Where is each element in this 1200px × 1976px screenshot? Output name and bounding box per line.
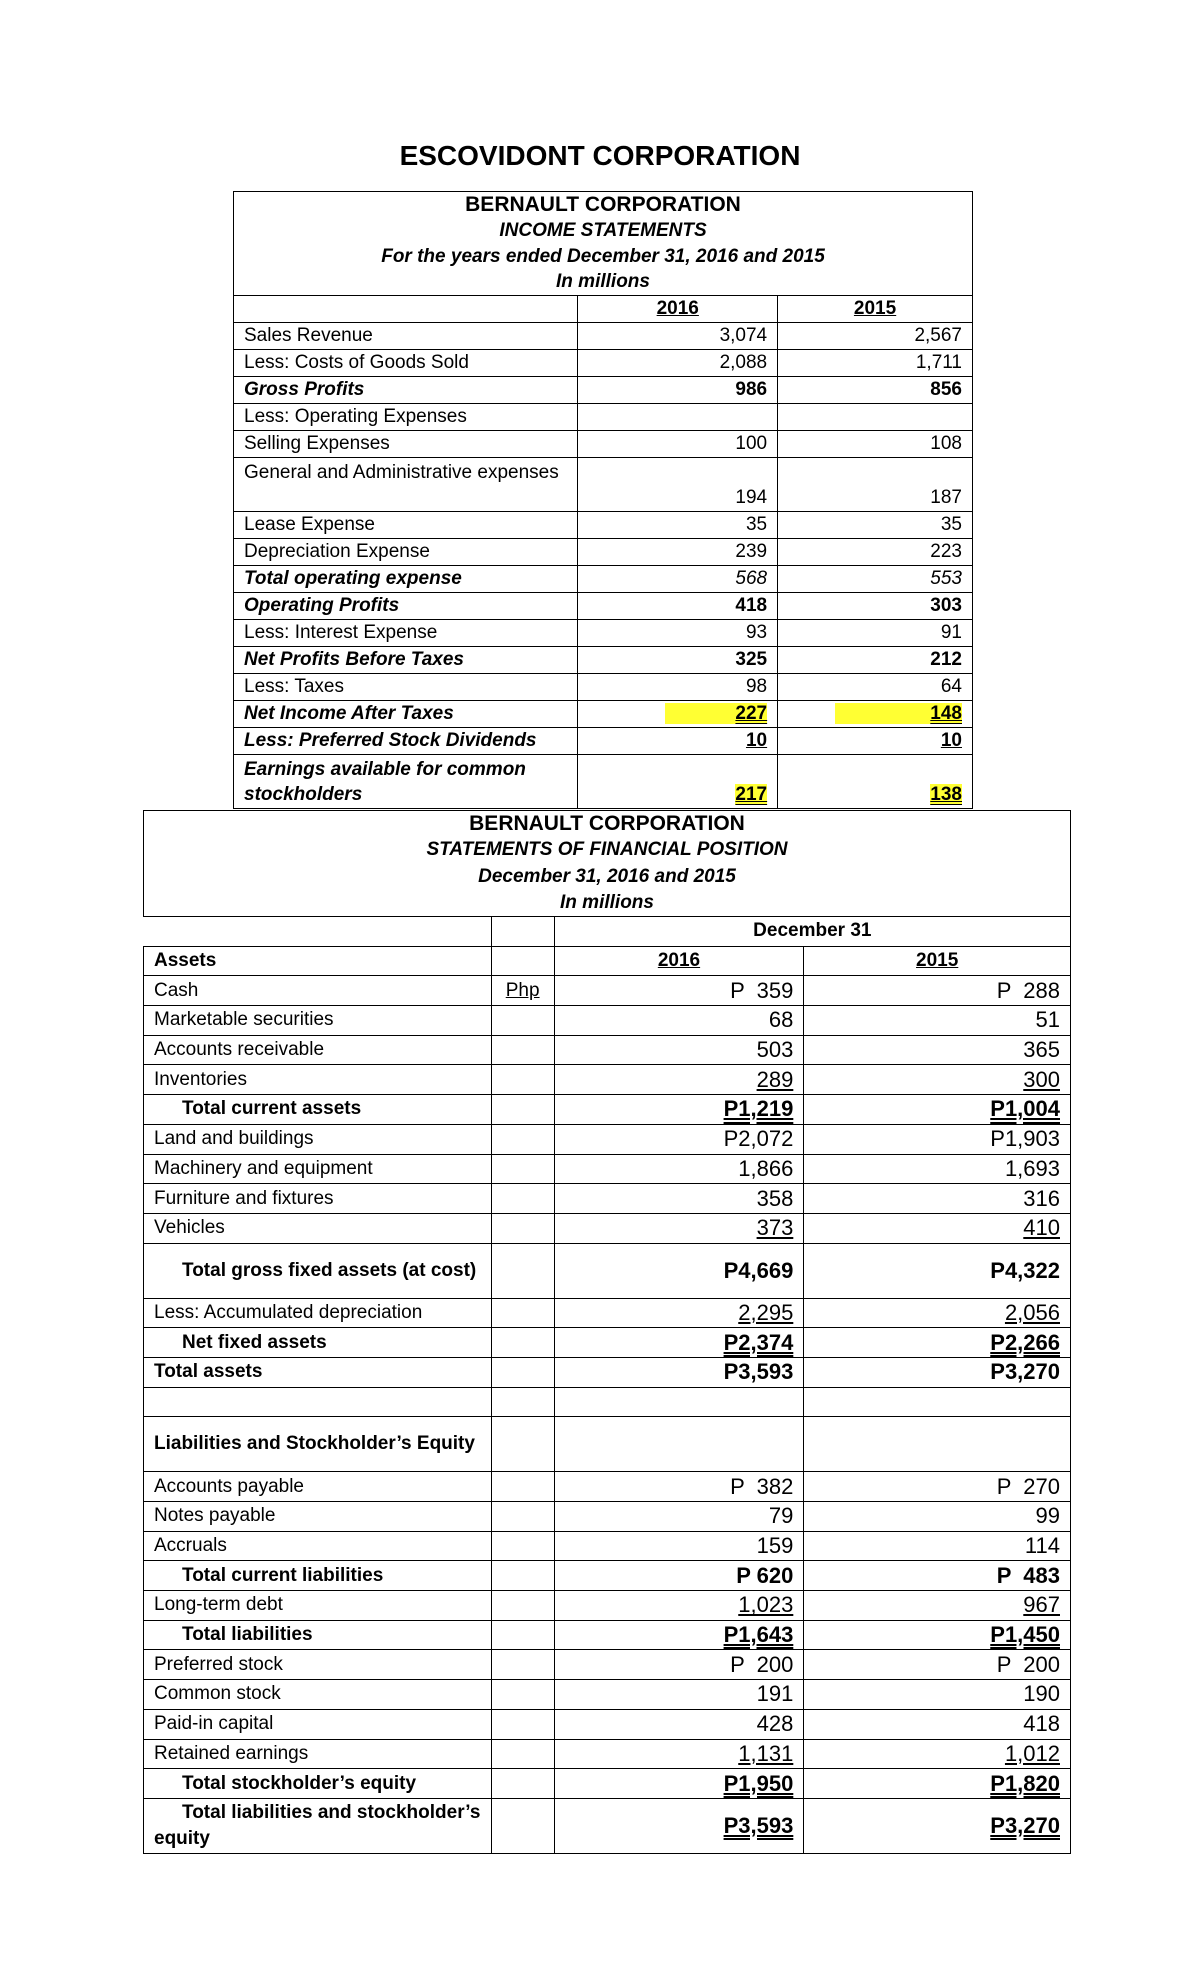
table-row <box>234 755 973 809</box>
value-2016: 3,074 <box>578 323 778 350</box>
row-label <box>144 1243 492 1298</box>
value-2015: 2,567 <box>778 323 973 350</box>
value-2015: 91 <box>778 620 973 647</box>
table-row <box>144 1561 1071 1591</box>
value-2015: P3,270 <box>804 1357 1071 1387</box>
value-2016 <box>554 1298 804 1328</box>
row-label: Less: Operating Expenses <box>234 404 578 431</box>
value-2016: 986 <box>578 377 778 404</box>
value-2015 <box>778 755 973 809</box>
row-label: Land and buildings <box>144 1124 492 1154</box>
value-2015: P 288 <box>804 976 1071 1006</box>
value-2015 <box>804 1739 1071 1769</box>
table-row <box>144 1472 1071 1502</box>
row-label: Total current assets <box>144 1095 492 1125</box>
value-2016: 325 <box>578 647 778 674</box>
row-label: Less: Accumulated depreciation <box>144 1298 492 1328</box>
table-row <box>234 620 973 647</box>
table-row <box>234 323 973 350</box>
value-2016 <box>554 1591 804 1621</box>
value-2016: 93 <box>578 620 778 647</box>
value-2015: 10 <box>778 728 973 755</box>
value-2016 <box>578 701 778 728</box>
spacer-cell <box>491 1387 554 1417</box>
table-row <box>144 1709 1071 1739</box>
balance-period: December 31, 2016 and 2015 <box>144 864 1071 891</box>
income-company-name: BERNAULT CORPORATION <box>234 192 973 218</box>
row-label: Common stock <box>144 1680 492 1710</box>
row-label: Operating Profits <box>234 593 578 620</box>
table-row <box>144 1184 1071 1214</box>
row-label: Preferred stock <box>144 1650 492 1680</box>
table-row <box>144 1739 1071 1769</box>
value-2016: 35 <box>578 512 778 539</box>
value-2015: P 270 <box>804 1472 1071 1502</box>
row-label: Notes payable <box>144 1502 492 1532</box>
row-label: Accounts payable <box>144 1472 492 1502</box>
value-2015: P4,322 <box>804 1243 1071 1298</box>
table-row <box>144 1531 1071 1561</box>
table-row <box>234 566 973 593</box>
balance-sheet-table <box>143 810 1071 1854</box>
underlined-value: 1,012 <box>1004 1740 1060 1766</box>
value-2016: 418 <box>578 593 778 620</box>
underlined-value: 967 <box>1023 1592 1060 1618</box>
value-2015 <box>804 1769 1071 1799</box>
balance-units: In millions <box>144 890 1071 917</box>
value-2015: P 483 <box>804 1561 1071 1591</box>
highlighted-value: 148 <box>835 703 962 724</box>
value-2016 <box>554 1798 804 1853</box>
currency-blank <box>491 1154 554 1184</box>
table-row <box>144 1298 1071 1328</box>
table-row <box>234 647 973 674</box>
currency-blank <box>491 1243 554 1298</box>
blank-cell <box>554 1417 804 1472</box>
currency-blank <box>491 1417 554 1472</box>
row-label: Accruals <box>144 1531 492 1561</box>
underlined-value: P3,593 <box>723 1812 794 1838</box>
spacer-cell <box>144 1387 492 1417</box>
value-2015: 114 <box>804 1531 1071 1561</box>
underlined-value: P1,950 <box>723 1770 794 1796</box>
underlined-value: 1,131 <box>738 1740 794 1766</box>
balance-header-blank <box>144 917 492 947</box>
row-label-text: Total liabilities and stockholder’s equity <box>154 1801 481 1849</box>
value-2015 <box>804 1298 1071 1328</box>
table-row <box>234 512 973 539</box>
row-label: Less: Preferred Stock Dividends <box>234 728 578 755</box>
row-label: Depreciation Expense <box>234 539 578 566</box>
row-label: Net fixed assets <box>144 1328 492 1358</box>
currency-blank <box>491 1184 554 1214</box>
value-2015 <box>804 1591 1071 1621</box>
income-units: In millions <box>234 270 973 296</box>
table-row <box>144 976 1071 1006</box>
document-title: ESCOVIDONT CORPORATION <box>399 140 801 171</box>
value-2016: 68 <box>554 1006 804 1036</box>
underlined-value: 2,056 <box>1004 1299 1060 1325</box>
value-2015: 365 <box>804 1035 1071 1065</box>
value-2016: 10 <box>578 728 778 755</box>
underlined-value: 410 <box>1023 1215 1060 1241</box>
currency-blank <box>491 1472 554 1502</box>
value-2015: 212 <box>778 647 973 674</box>
value-2015 <box>778 701 973 728</box>
row-label: Less: Interest Expense <box>234 620 578 647</box>
table-row <box>144 1213 1071 1243</box>
balance-statement-title: STATEMENTS OF FINANCIAL POSITION <box>144 837 1071 864</box>
income-period: For the years ended December 31, 2016 and 2015 <box>234 244 973 270</box>
value-2016 <box>554 1620 804 1650</box>
currency-label: Php <box>491 976 554 1006</box>
underlined-value: P1,643 <box>723 1622 794 1648</box>
assets-heading: Assets <box>144 946 492 976</box>
value-2016: P 359 <box>554 976 804 1006</box>
currency-blank <box>491 946 554 976</box>
row-label: Paid-in capital <box>144 1709 492 1739</box>
table-row <box>144 1650 1071 1680</box>
balance-header-blank <box>491 917 554 947</box>
value-2015: 1,711 <box>778 350 973 377</box>
currency-blank <box>491 1561 554 1591</box>
table-row <box>234 377 973 404</box>
value-2015: 223 <box>778 539 973 566</box>
row-label: Machinery and equipment <box>144 1154 492 1184</box>
currency-blank <box>491 1591 554 1621</box>
currency-blank <box>491 1035 554 1065</box>
currency-blank <box>491 1650 554 1680</box>
currency-blank <box>491 1739 554 1769</box>
row-label: Total current liabilities <box>144 1561 492 1591</box>
table-row <box>144 1124 1071 1154</box>
value-2016: P 620 <box>554 1561 804 1591</box>
row-label: Long-term debt <box>144 1591 492 1621</box>
value-2016: P4,669 <box>554 1243 804 1298</box>
row-label: Vehicles <box>144 1213 492 1243</box>
value-2016: 503 <box>554 1035 804 1065</box>
row-label: Marketable securities <box>144 1006 492 1036</box>
row-label: Retained earnings <box>144 1739 492 1769</box>
value-2015: 418 <box>804 1709 1071 1739</box>
table-row <box>144 1798 1071 1853</box>
table-row <box>144 1620 1071 1650</box>
currency-blank <box>491 1709 554 1739</box>
currency-blank <box>491 1798 554 1853</box>
table-row <box>144 1095 1071 1125</box>
row-label: Cash <box>144 976 492 1006</box>
spacer-row <box>144 1387 1071 1417</box>
table-row <box>234 728 973 755</box>
highlighted-value: 227 <box>665 703 767 724</box>
value-2015 <box>778 404 973 431</box>
underlined-value: 1,023 <box>738 1592 794 1618</box>
underlined-value: P2,374 <box>723 1329 794 1355</box>
value-2016: 2,088 <box>578 350 778 377</box>
currency-blank <box>491 1502 554 1532</box>
table-row <box>144 1065 1071 1095</box>
currency-blank <box>491 1680 554 1710</box>
table-row <box>144 1006 1071 1036</box>
currency-blank <box>491 1531 554 1561</box>
underlined-value: 2,295 <box>738 1299 794 1325</box>
currency-blank <box>491 1065 554 1095</box>
table-row <box>144 1680 1071 1710</box>
highlighted-value: 138 <box>930 784 962 805</box>
currency-blank <box>491 1769 554 1799</box>
currency-blank <box>491 1357 554 1387</box>
value-2016: 194 <box>578 458 778 512</box>
value-2016: 191 <box>554 1680 804 1710</box>
currency-blank <box>491 1298 554 1328</box>
value-2015 <box>804 1620 1071 1650</box>
value-2016: P2,072 <box>554 1124 804 1154</box>
value-2015 <box>804 1095 1071 1125</box>
value-2015: 108 <box>778 431 973 458</box>
value-2016 <box>578 404 778 431</box>
balance-col-2015: 2015 <box>804 946 1071 976</box>
value-2015: 99 <box>804 1502 1071 1532</box>
row-label: Sales Revenue <box>234 323 578 350</box>
row-label: Total operating expense <box>234 566 578 593</box>
value-2016 <box>554 1769 804 1799</box>
balance-company-name: BERNAULT CORPORATION <box>144 811 1071 838</box>
balance-col-group: December 31 <box>554 917 1070 947</box>
row-label: Gross Profits <box>234 377 578 404</box>
row-label: Inventories <box>144 1065 492 1095</box>
value-2016 <box>554 1065 804 1095</box>
value-2015 <box>804 1065 1071 1095</box>
value-2016: 358 <box>554 1184 804 1214</box>
spacer-cell <box>554 1387 804 1417</box>
value-2016 <box>554 1328 804 1358</box>
table-row <box>234 350 973 377</box>
underlined-value: 289 <box>756 1066 794 1092</box>
row-label: Lease Expense <box>234 512 578 539</box>
row-label: Net Profits Before Taxes <box>234 647 578 674</box>
underlined-value: 300 <box>1023 1066 1060 1092</box>
value-2015 <box>804 1798 1071 1853</box>
row-label: Earnings available for common stockholders <box>234 755 578 809</box>
balance-col-2016: 2016 <box>554 946 804 976</box>
underlined-value: P1,450 <box>990 1622 1060 1648</box>
value-2016: P3,593 <box>554 1357 804 1387</box>
value-2015: 303 <box>778 593 973 620</box>
value-2015: P1,903 <box>804 1124 1071 1154</box>
currency-blank <box>491 1006 554 1036</box>
currency-blank <box>491 1328 554 1358</box>
value-2015: 51 <box>804 1006 1071 1036</box>
currency-blank <box>491 1213 554 1243</box>
table-row <box>144 1769 1071 1799</box>
table-row <box>144 1502 1071 1532</box>
highlighted-value: 217 <box>735 784 768 805</box>
row-label: Furniture and fixtures <box>144 1184 492 1214</box>
row-label: Total stockholder’s equity <box>144 1769 492 1799</box>
value-2016: 239 <box>578 539 778 566</box>
table-row <box>144 1417 1071 1472</box>
table-row <box>144 1035 1071 1065</box>
value-2015: 553 <box>778 566 973 593</box>
row-label: General and Administrative expenses <box>234 458 578 512</box>
table-row <box>144 1328 1071 1358</box>
row-label: Selling Expenses <box>234 431 578 458</box>
table-row <box>234 539 973 566</box>
row-label: Less: Costs of Goods Sold <box>234 350 578 377</box>
value-2015: 190 <box>804 1680 1071 1710</box>
underlined-value: P1,219 <box>723 1096 794 1122</box>
value-2015: 64 <box>778 674 973 701</box>
row-label <box>144 1798 492 1853</box>
value-2015: 856 <box>778 377 973 404</box>
value-2015: 316 <box>804 1184 1071 1214</box>
underlined-value: P3,270 <box>990 1812 1060 1838</box>
row-label: Total assets <box>144 1357 492 1387</box>
underlined-value: P1,820 <box>990 1770 1060 1796</box>
currency-blank <box>491 1095 554 1125</box>
value-2015: 187 <box>778 458 973 512</box>
value-2016 <box>554 1095 804 1125</box>
value-2016: 428 <box>554 1709 804 1739</box>
income-statement-title: INCOME STATEMENTS <box>234 218 973 244</box>
table-row <box>234 593 973 620</box>
value-2016: P 382 <box>554 1472 804 1502</box>
underlined-value: 373 <box>756 1215 794 1241</box>
value-2015: 35 <box>778 512 973 539</box>
value-2016: 100 <box>578 431 778 458</box>
value-2016 <box>554 1739 804 1769</box>
table-row <box>234 674 973 701</box>
value-2015: 1,693 <box>804 1154 1071 1184</box>
table-row <box>234 701 973 728</box>
income-statement-table <box>233 191 973 809</box>
row-label-text: Total gross fixed assets (at cost) <box>182 1259 477 1281</box>
underlined-value: P2,266 <box>990 1329 1060 1355</box>
row-label: Accounts receivable <box>144 1035 492 1065</box>
value-2016 <box>578 755 778 809</box>
liabilities-heading: Liabilities and Stockholder’s Equity <box>144 1417 492 1472</box>
currency-blank <box>491 1620 554 1650</box>
table-row <box>234 431 973 458</box>
income-col-2016: 2016 <box>578 296 778 323</box>
value-2015 <box>804 1328 1071 1358</box>
row-label: Net Income After Taxes <box>234 701 578 728</box>
value-2015 <box>804 1213 1071 1243</box>
row-label: Total liabilities <box>144 1620 492 1650</box>
value-2016: 1,866 <box>554 1154 804 1184</box>
income-col-2015: 2015 <box>778 296 973 323</box>
value-2016: 159 <box>554 1531 804 1561</box>
currency-blank <box>491 1124 554 1154</box>
value-2016: 98 <box>578 674 778 701</box>
value-2015: P 200 <box>804 1650 1071 1680</box>
table-row <box>234 458 973 512</box>
underlined-value: P1,004 <box>990 1096 1060 1122</box>
spacer-cell <box>804 1387 1071 1417</box>
value-2016: 568 <box>578 566 778 593</box>
table-row <box>144 1357 1071 1387</box>
table-row <box>144 1154 1071 1184</box>
income-header-blank <box>234 296 578 323</box>
row-label: Less: Taxes <box>234 674 578 701</box>
table-row <box>234 404 973 431</box>
table-row <box>144 1243 1071 1298</box>
value-2016 <box>554 1213 804 1243</box>
blank-cell <box>804 1417 1071 1472</box>
value-2016: 79 <box>554 1502 804 1532</box>
value-2016: P 200 <box>554 1650 804 1680</box>
table-row <box>144 1591 1071 1621</box>
